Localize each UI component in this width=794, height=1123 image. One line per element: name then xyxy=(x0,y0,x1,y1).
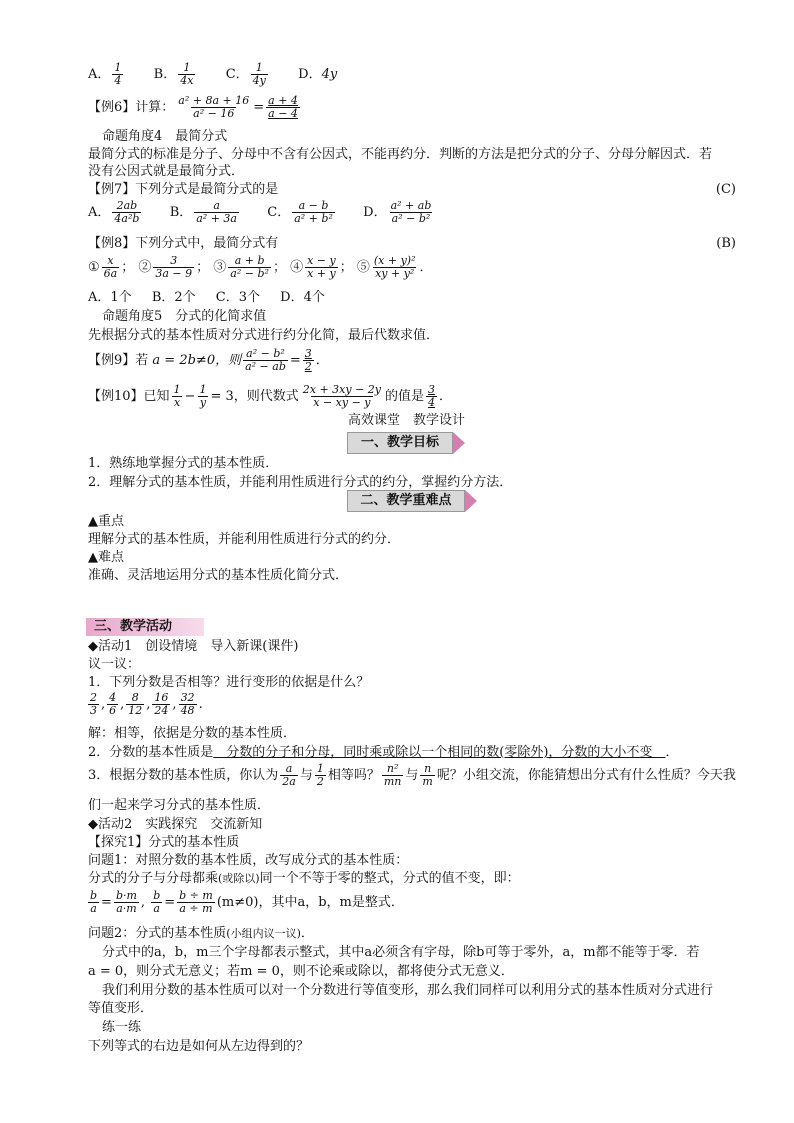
angle-5-text: 先根据分式的基本性质对分式进行约分化简，最后代数求值． xyxy=(88,328,440,343)
example-6 xyxy=(88,95,302,120)
fraction: $\frac{3}{3a - 9}$ xyxy=(155,254,193,280)
condition-text: a = 2b≠0，则 xyxy=(152,353,242,368)
explore-1-title: 【探究1】分式的基本性质 xyxy=(88,835,240,850)
fraction: $\frac{a}{2a}$ xyxy=(282,762,296,788)
answer-fraction: $\frac{3}{2}$ xyxy=(304,347,312,373)
section-3-banner xyxy=(86,618,204,636)
option-letter: A． xyxy=(88,67,111,82)
key-point-text: 理解分式的基本性质，并能利用性质进行分式的约分． xyxy=(88,532,401,547)
example-7-label: 【例7】下列分式是最简分式的是 xyxy=(88,182,279,197)
formula-condition: (m≠0)，其中a，b，m是整式． xyxy=(216,895,404,910)
question-3 xyxy=(88,763,736,791)
fraction: $\frac{1}{4x}$ xyxy=(180,61,194,87)
angle-4-title: 命题角度4 最简分式 xyxy=(102,129,228,144)
example-label: 【例10】已知 xyxy=(88,389,170,404)
fraction: $\frac{1}{2}$ xyxy=(316,762,324,788)
problem-2-text-2: a = 0，则分式无意义；若m = 0，则不论乘或除以，都将使分式无意义． xyxy=(88,964,514,979)
angle-4-text-line1: 最简分式的标准是分子、分母中不含有公因式，不能再约分．判断的方法是把分式的分子、分母分解因式．若 xyxy=(88,147,713,162)
ex5-options xyxy=(88,62,337,90)
question-1: 1．下列分数是否相等？进行变形的依据是什么？ xyxy=(88,675,370,690)
question-2 xyxy=(88,745,678,761)
option: C．3个 xyxy=(215,290,260,305)
section-1-banner xyxy=(347,432,465,452)
option-letter: D． xyxy=(363,205,387,220)
fraction: $\frac{\text{(x + y)²}}{\text{xy + y²}}$ xyxy=(373,254,416,280)
example-10: 【例10】已知 $\frac{1}{x}$ − $\frac{1}{y}$ = 3，则代数式 $\frac{2x + 3xy - 2y}{x - xy - y}$ 的值是 $\frac{3}{4}$ ． xyxy=(88,383,453,409)
banner-arrow-icon xyxy=(465,490,477,512)
answer-fraction: $\frac{3}{4}$ xyxy=(428,383,436,409)
item-mark: ① xyxy=(88,260,100,275)
option-letter: C． xyxy=(267,205,291,220)
fraction: $\frac{a + b}{\text{a² − b²}}$ xyxy=(230,254,269,280)
option: B．2个 xyxy=(151,290,196,305)
lesson-header-title: 高效课堂 教学设计 xyxy=(348,413,466,428)
fraction: $\frac{2}{3}$ xyxy=(90,691,97,717)
fraction: $\frac{\text{n²}}{mn}$ xyxy=(383,762,402,788)
q2-end: ． xyxy=(665,745,679,760)
problem-1-text xyxy=(88,871,520,887)
section-1-title: 一、教学目标 xyxy=(347,432,453,454)
option-letter: D． xyxy=(298,67,322,82)
discuss-label: 议一议： xyxy=(88,657,141,672)
activity-2-title: ◆活动2 实践探究 交流新知 xyxy=(88,817,263,832)
paragraph-3-line2: 等值变形． xyxy=(88,1001,154,1016)
q3-with: 与 xyxy=(299,768,313,783)
fraction: $\frac{2ab}{\text{4a²b}}$ xyxy=(114,199,140,225)
angle-4-text-line2: 没有公因式就是最简分式． xyxy=(88,164,245,179)
fraction-list: $\frac{2}{3}$ , $\frac{4}{6}$ , $\frac{8}{12}$ , $\frac{16}{24}$ , $\frac{32}{48}$ . xyxy=(90,691,203,717)
equals-sign: = xyxy=(101,895,112,910)
paragraph-3-line1: 我们利用分数的基本性质可以对一个分数进行等值变形，那么我们同样可以利用分式的基本性质对分式进行 xyxy=(102,983,714,998)
equals-sign: = xyxy=(164,895,176,910)
key-point-label: ▲重点 xyxy=(88,514,124,529)
example-8-label: 【例8】下列分式中，最简分式有 xyxy=(88,236,279,251)
fraction: $\frac{x}{6a}$ xyxy=(103,254,118,280)
q2-prefix: 2．分数的基本性质是 xyxy=(88,745,214,760)
fraction: $\frac{1}{4}$ xyxy=(114,61,122,87)
q3-post: 呢？小组交流，你能猜想出分式有什么性质？今天我 xyxy=(436,768,736,783)
ex8-items: ① $\frac{x}{6a}$ ； ② $\frac{3}{3a - 9}$ ； ③ $\frac{a + b}{\text{a² − b²}}$ ； ④ $\frac{x - y}{x + y}$ ； ⑤ $\frac{\text{(x + y)²}}{\text{xy + y²}}$ ． xyxy=(88,254,433,280)
fraction: $\frac{b}{a}$ xyxy=(153,889,161,915)
p1-pre: 分式的分子与分母都乘 xyxy=(88,871,219,886)
fraction: $\frac{2x + 3xy - 2y}{x - xy - y}$ xyxy=(302,383,382,409)
option-letter: C． xyxy=(225,67,249,82)
q3-mid: 相等吗？ xyxy=(327,768,380,783)
fraction: $\frac{b \div m}{a \div m}$ xyxy=(179,889,213,915)
fraction: $\frac{b\cdot m}{a\cdot m}$ xyxy=(115,889,137,915)
q3-with: 与 xyxy=(405,768,419,783)
item-mark: ③ xyxy=(213,260,227,275)
item-mark: ⑤ xyxy=(356,260,370,275)
section-2-title: 二、教学重难点 xyxy=(347,490,465,512)
difficulty-text: 准确、灵活地运用分式的基本性质化简分式． xyxy=(88,568,349,583)
property-formula: $\frac{b}{a}$ = $\frac{b\cdot m}{a\cdot m}$ , $\frac{b}{a}$ = $\frac{b \div m}{a \div m}$ (m≠0)，其中a，b，m是整式． xyxy=(90,889,404,915)
sec1-item-2: 2．理解分式的基本性质，并能利用性质进行分式的约分，掌握约分方法． xyxy=(88,475,513,490)
fraction: $\frac{\text{a² + ab}}{\text{a² − b²}}$ xyxy=(390,199,432,225)
fraction: $\frac{16}{24}$ xyxy=(154,691,169,717)
fraction: $\frac{x - y}{x + y}$ xyxy=(307,254,336,280)
condition-text: = 3，则代数式 xyxy=(210,389,299,404)
solution-text: 解：相等，依据是分数的基本性质． xyxy=(88,726,297,741)
angle-5-title: 命题角度5 分式的化简求值 xyxy=(102,309,267,324)
example-label: 【例6】计算： xyxy=(88,100,175,115)
p2-small: (小组内议一议) xyxy=(226,927,301,940)
q2-answer-blank: 分数的分子和分母，同时乘或除以一个相同的数(零除外)，分数的大小不变 xyxy=(213,745,666,760)
practice-question: 下列等式的右边是如何从左边得到的？ xyxy=(88,1039,310,1054)
option-letter: B． xyxy=(169,205,193,220)
fraction: $\frac{\text{a² − b²}}{\text{a² − ab}}$ xyxy=(245,347,286,373)
example-7-answer: (C) xyxy=(715,182,736,197)
example-9: 【例9】若 a = 2b≠0，则 $\frac{\text{a² − b²}}{\text{a² − ab}}$ = $\frac{3}{2}$ ． xyxy=(88,347,329,373)
minus-sign: − xyxy=(184,389,196,404)
fraction: $\frac{32}{48}$ xyxy=(180,691,195,717)
equals-sign: = xyxy=(289,353,301,368)
fraction: $\frac{a}{\text{a² + 3a}}$ xyxy=(196,199,237,225)
answer-fraction: $\frac{a + 4}{a - 4}$ xyxy=(268,94,298,120)
option: A．1个 xyxy=(88,290,132,305)
section-3-title: 三、教学活动 xyxy=(94,619,173,634)
fraction: $\frac{n}{m}$ xyxy=(422,762,433,788)
fraction: $\frac{1}{x}$ xyxy=(173,383,181,409)
fraction: $\frac{4}{6}$ xyxy=(109,691,117,717)
p2-pre: 问题2：分式的基本性质 xyxy=(88,926,227,941)
example-8-answer: (B) xyxy=(716,236,736,251)
fraction: $\frac{1}{4y}$ xyxy=(252,61,266,87)
fraction: $\frac{1}{y}$ xyxy=(199,383,207,409)
fraction: $\frac{\text{a² + 8a + 16}}{\text{a² − 16}}$ xyxy=(178,94,250,120)
equals-sign: = xyxy=(253,100,265,115)
ex7-options xyxy=(88,200,435,228)
fraction: $\frac{8}{12}$ xyxy=(128,691,143,717)
ex8-options xyxy=(88,290,325,306)
q3-prefix: 3．根据分数的基本性质，你认为 xyxy=(88,768,279,783)
item-mark: ④ xyxy=(290,260,304,275)
practice-label: 练一练 xyxy=(102,1020,142,1035)
p2-post: ． xyxy=(300,926,314,941)
question-3-line2: 们一起来学习分式的基本性质． xyxy=(88,798,271,813)
activity-1-title: ◆活动1 创设情境 导入新课(课件) xyxy=(88,639,299,654)
banner-arrow-icon xyxy=(453,432,465,454)
sec1-item-1: 1．熟练地掌握分式的基本性质． xyxy=(88,456,279,471)
difficulty-label: ▲难点 xyxy=(88,550,124,565)
p1-post: 同一个不等于零的整式，分式的值不变，即： xyxy=(259,871,520,886)
problem-1: 问题1：对照分数的基本性质，改写成分式的基本性质： xyxy=(88,853,409,868)
fraction: $\frac{b}{a}$ xyxy=(90,889,98,915)
problem-2-text-1: 分式中的a，b，m三个字母都表示整式，其中a必须含有字母，除b可等于零外，a，m都不能等于零．若 xyxy=(102,945,700,960)
fraction: $\frac{a - b}{\text{a² + b²}}$ xyxy=(294,199,333,225)
option-letter: B． xyxy=(153,67,177,82)
option-letter: A． xyxy=(88,205,111,220)
option-text: 4y xyxy=(321,67,338,82)
section-2-banner xyxy=(347,490,477,510)
item-mark: ② xyxy=(138,260,152,275)
p1-small: (或除以) xyxy=(218,872,260,885)
example-label: 【例9】若 xyxy=(88,353,149,368)
problem-2 xyxy=(88,926,314,942)
mid-text: 的值是 xyxy=(385,389,425,404)
option: D．4个 xyxy=(280,290,325,305)
